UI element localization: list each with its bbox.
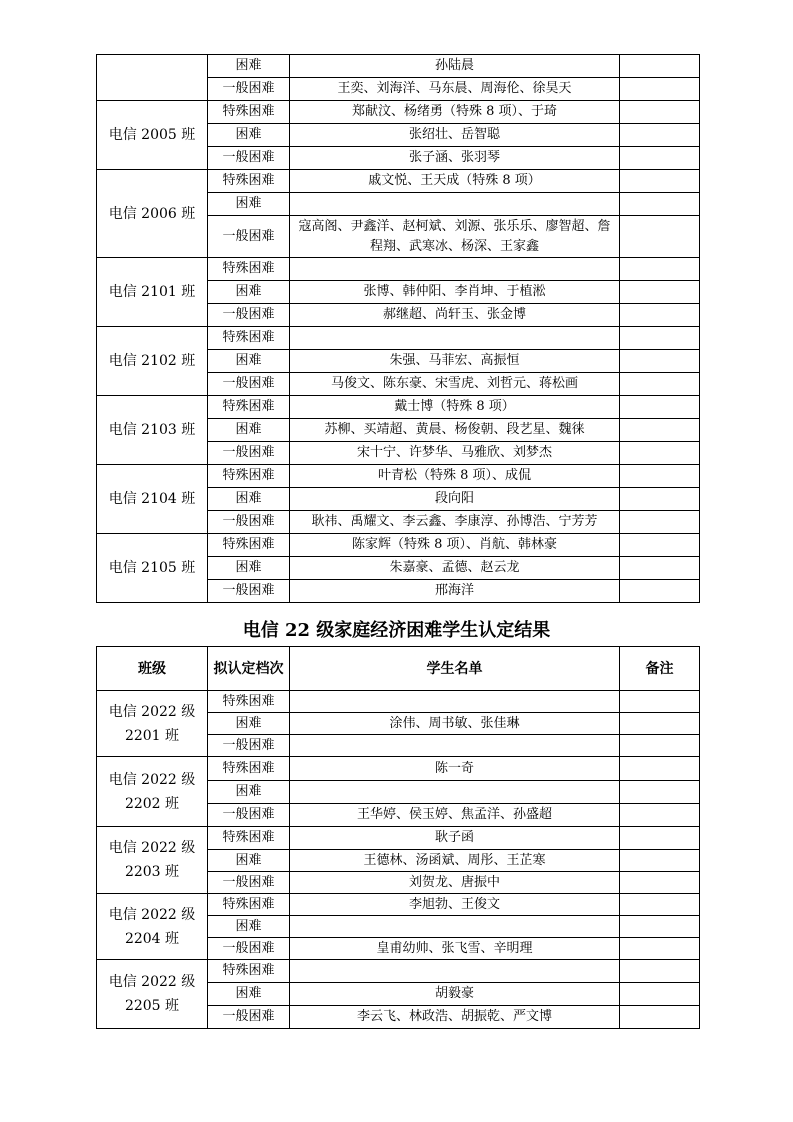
names-cell: 张绍壮、岳智聪 — [290, 124, 620, 147]
class-cell: 电信 2022 级 2205 班 — [97, 960, 208, 1029]
table-row — [97, 757, 700, 781]
level-cell: 特殊困难 — [208, 101, 290, 124]
level-cell: 特殊困难 — [208, 465, 290, 488]
note-cell — [620, 327, 700, 350]
note-cell — [620, 1006, 700, 1029]
level-cell: 困难 — [208, 713, 290, 735]
table-row — [97, 101, 700, 124]
table-row — [97, 691, 700, 713]
names-cell: 李云飞、林政浩、胡振乾、严文博 — [290, 1006, 620, 1029]
names-cell: 郑献汶、杨绪勇（特殊 8 项）、于琦 — [290, 101, 620, 124]
class-cell: 电信 2103 班 — [97, 396, 208, 465]
names-cell: 陈家辉（特殊 8 项）、肖航、韩林豪 — [290, 534, 620, 557]
class-cell: 电信 2022 级 2202 班 — [97, 757, 208, 827]
level-cell: 困难 — [208, 419, 290, 442]
header-level: 拟认定档次 — [208, 647, 290, 691]
note-cell — [620, 580, 700, 603]
note-cell — [620, 465, 700, 488]
level-cell: 特殊困难 — [208, 170, 290, 193]
level-cell: 一般困难 — [208, 304, 290, 327]
table-22-results — [96, 646, 700, 1029]
table-row — [97, 960, 700, 983]
names-cell: 李旭勃、王俊文 — [290, 894, 620, 916]
note-cell — [620, 713, 700, 735]
level-cell: 困难 — [208, 916, 290, 938]
level-cell: 困难 — [208, 193, 290, 216]
class-cell: 电信 2102 班 — [97, 327, 208, 396]
level-cell: 特殊困难 — [208, 691, 290, 713]
level-cell: 困难 — [208, 124, 290, 147]
table-row — [97, 258, 700, 281]
names-cell: 张子涵、张羽琴 — [290, 147, 620, 170]
names-cell: 张博、韩仲阳、李肖坤、于植淞 — [290, 281, 620, 304]
note-cell — [620, 78, 700, 101]
names-cell: 寇高阁、尹鑫洋、赵柯斌、刘源、张乐乐、廖智超、詹程翔、武寒冰、杨深、王家鑫 — [290, 216, 620, 258]
names-cell: 皇甫幼帅、张飞雪、辛明理 — [290, 938, 620, 960]
names-cell: 耿祎、禹耀文、李云鑫、李康淳、孙博浩、宁芳芳 — [290, 511, 620, 534]
names-cell: 王德林、汤函斌、周彤、王芷寒 — [290, 850, 620, 872]
class-cell: 电信 2105 班 — [97, 534, 208, 603]
note-cell — [620, 124, 700, 147]
table-row — [97, 396, 700, 419]
note-cell — [620, 396, 700, 419]
names-cell: 戚文悦、王天成（特殊 8 项） — [290, 170, 620, 193]
note-cell — [620, 170, 700, 193]
names-cell: 胡毅豪 — [290, 983, 620, 1006]
names-cell: 朱嘉豪、孟德、赵云龙 — [290, 557, 620, 580]
level-cell: 一般困难 — [208, 580, 290, 603]
note-cell — [620, 216, 700, 258]
names-cell — [290, 781, 620, 804]
names-cell — [290, 327, 620, 350]
table-row — [97, 55, 700, 78]
note-cell — [620, 373, 700, 396]
level-cell: 一般困难 — [208, 442, 290, 465]
level-cell: 一般困难 — [208, 78, 290, 101]
note-cell — [620, 827, 700, 850]
level-cell: 困难 — [208, 488, 290, 511]
header-row — [97, 647, 700, 691]
level-cell: 困难 — [208, 850, 290, 872]
class-cell: 电信 2101 班 — [97, 258, 208, 327]
names-cell: 涂伟、周书敏、张佳琳 — [290, 713, 620, 735]
level-cell: 特殊困难 — [208, 534, 290, 557]
note-cell — [620, 850, 700, 872]
level-cell: 一般困难 — [208, 373, 290, 396]
names-cell: 宋十宁、许梦华、马雅欣、刘梦杰 — [290, 442, 620, 465]
level-cell: 特殊困难 — [208, 396, 290, 419]
names-cell: 陈一奇 — [290, 757, 620, 781]
note-cell — [620, 804, 700, 827]
note-cell — [620, 350, 700, 373]
class-cell: 电信 2022 级 2203 班 — [97, 827, 208, 894]
note-cell — [620, 960, 700, 983]
class-cell: 电信 2006 班 — [97, 170, 208, 258]
note-cell — [620, 872, 700, 894]
level-cell: 一般困难 — [208, 1006, 290, 1029]
names-cell: 段向阳 — [290, 488, 620, 511]
level-cell: 一般困难 — [208, 216, 290, 258]
names-cell: 马俊文、陈东豪、宋雪虎、刘哲元、蒋松画 — [290, 373, 620, 396]
names-cell: 耿子函 — [290, 827, 620, 850]
header-note: 备注 — [620, 647, 700, 691]
note-cell — [620, 193, 700, 216]
note-cell — [620, 101, 700, 124]
note-cell — [620, 304, 700, 327]
note-cell — [620, 691, 700, 713]
table-row — [97, 170, 700, 193]
note-cell — [620, 557, 700, 580]
note-cell — [620, 442, 700, 465]
level-cell: 一般困难 — [208, 872, 290, 894]
note-cell — [620, 534, 700, 557]
level-cell: 特殊困难 — [208, 894, 290, 916]
note-cell — [620, 983, 700, 1006]
note-cell — [620, 735, 700, 757]
note-cell — [620, 258, 700, 281]
level-cell: 一般困难 — [208, 735, 290, 757]
level-cell: 一般困难 — [208, 938, 290, 960]
level-cell: 困难 — [208, 55, 290, 78]
table-row — [97, 327, 700, 350]
names-cell: 孙陆晨 — [290, 55, 620, 78]
note-cell — [620, 419, 700, 442]
table-2020-2021-results — [96, 54, 700, 603]
names-cell — [290, 735, 620, 757]
table-body — [97, 691, 700, 1029]
names-cell: 王华婷、侯玉婷、焦孟洋、孙盛超 — [290, 804, 620, 827]
names-cell — [290, 691, 620, 713]
names-cell: 苏柳、买靖超、黄晨、杨俊朝、段艺星、魏徕 — [290, 419, 620, 442]
class-cell: 电信 2022 级 2201 班 — [97, 691, 208, 757]
names-cell: 刘贺龙、唐振中 — [290, 872, 620, 894]
note-cell — [620, 511, 700, 534]
names-cell: 郝继超、尚轩玉、张金博 — [290, 304, 620, 327]
section-title: 电信 22 级家庭经济困难学生认定结果 — [242, 620, 551, 641]
level-cell: 特殊困难 — [208, 960, 290, 983]
names-cell — [290, 258, 620, 281]
names-cell — [290, 960, 620, 983]
level-cell: 困难 — [208, 281, 290, 304]
note-cell — [620, 147, 700, 170]
table-body — [97, 55, 700, 603]
names-cell: 朱强、马菲宏、高振恒 — [290, 350, 620, 373]
level-cell: 困难 — [208, 557, 290, 580]
names-cell — [290, 193, 620, 216]
level-cell: 特殊困难 — [208, 327, 290, 350]
class-cell: 电信 2104 班 — [97, 465, 208, 534]
class-cell — [97, 55, 208, 101]
level-cell: 一般困难 — [208, 804, 290, 827]
note-cell — [620, 938, 700, 960]
class-cell: 电信 2005 班 — [97, 101, 208, 170]
note-cell — [620, 916, 700, 938]
names-cell: 邢海洋 — [290, 580, 620, 603]
level-cell: 特殊困难 — [208, 827, 290, 850]
level-cell: 一般困难 — [208, 147, 290, 170]
level-cell: 一般困难 — [208, 511, 290, 534]
class-cell: 电信 2022 级 2204 班 — [97, 894, 208, 960]
note-cell — [620, 781, 700, 804]
note-cell — [620, 894, 700, 916]
level-cell: 困难 — [208, 983, 290, 1006]
header-names: 学生名单 — [290, 647, 620, 691]
names-cell — [290, 916, 620, 938]
names-cell: 叶青松（特殊 8 项）、成侃 — [290, 465, 620, 488]
level-cell: 困难 — [208, 350, 290, 373]
level-cell: 特殊困难 — [208, 757, 290, 781]
table-row — [97, 465, 700, 488]
note-cell — [620, 55, 700, 78]
note-cell — [620, 488, 700, 511]
names-cell: 戴士博（特殊 8 项） — [290, 396, 620, 419]
level-cell: 困难 — [208, 781, 290, 804]
note-cell — [620, 757, 700, 781]
note-cell — [620, 281, 700, 304]
level-cell: 特殊困难 — [208, 258, 290, 281]
header-class: 班级 — [97, 647, 208, 691]
table-row — [97, 827, 700, 850]
names-cell: 王奕、刘海洋、马东晨、周海伦、徐昊天 — [290, 78, 620, 101]
table-row — [97, 894, 700, 916]
table-row — [97, 534, 700, 557]
